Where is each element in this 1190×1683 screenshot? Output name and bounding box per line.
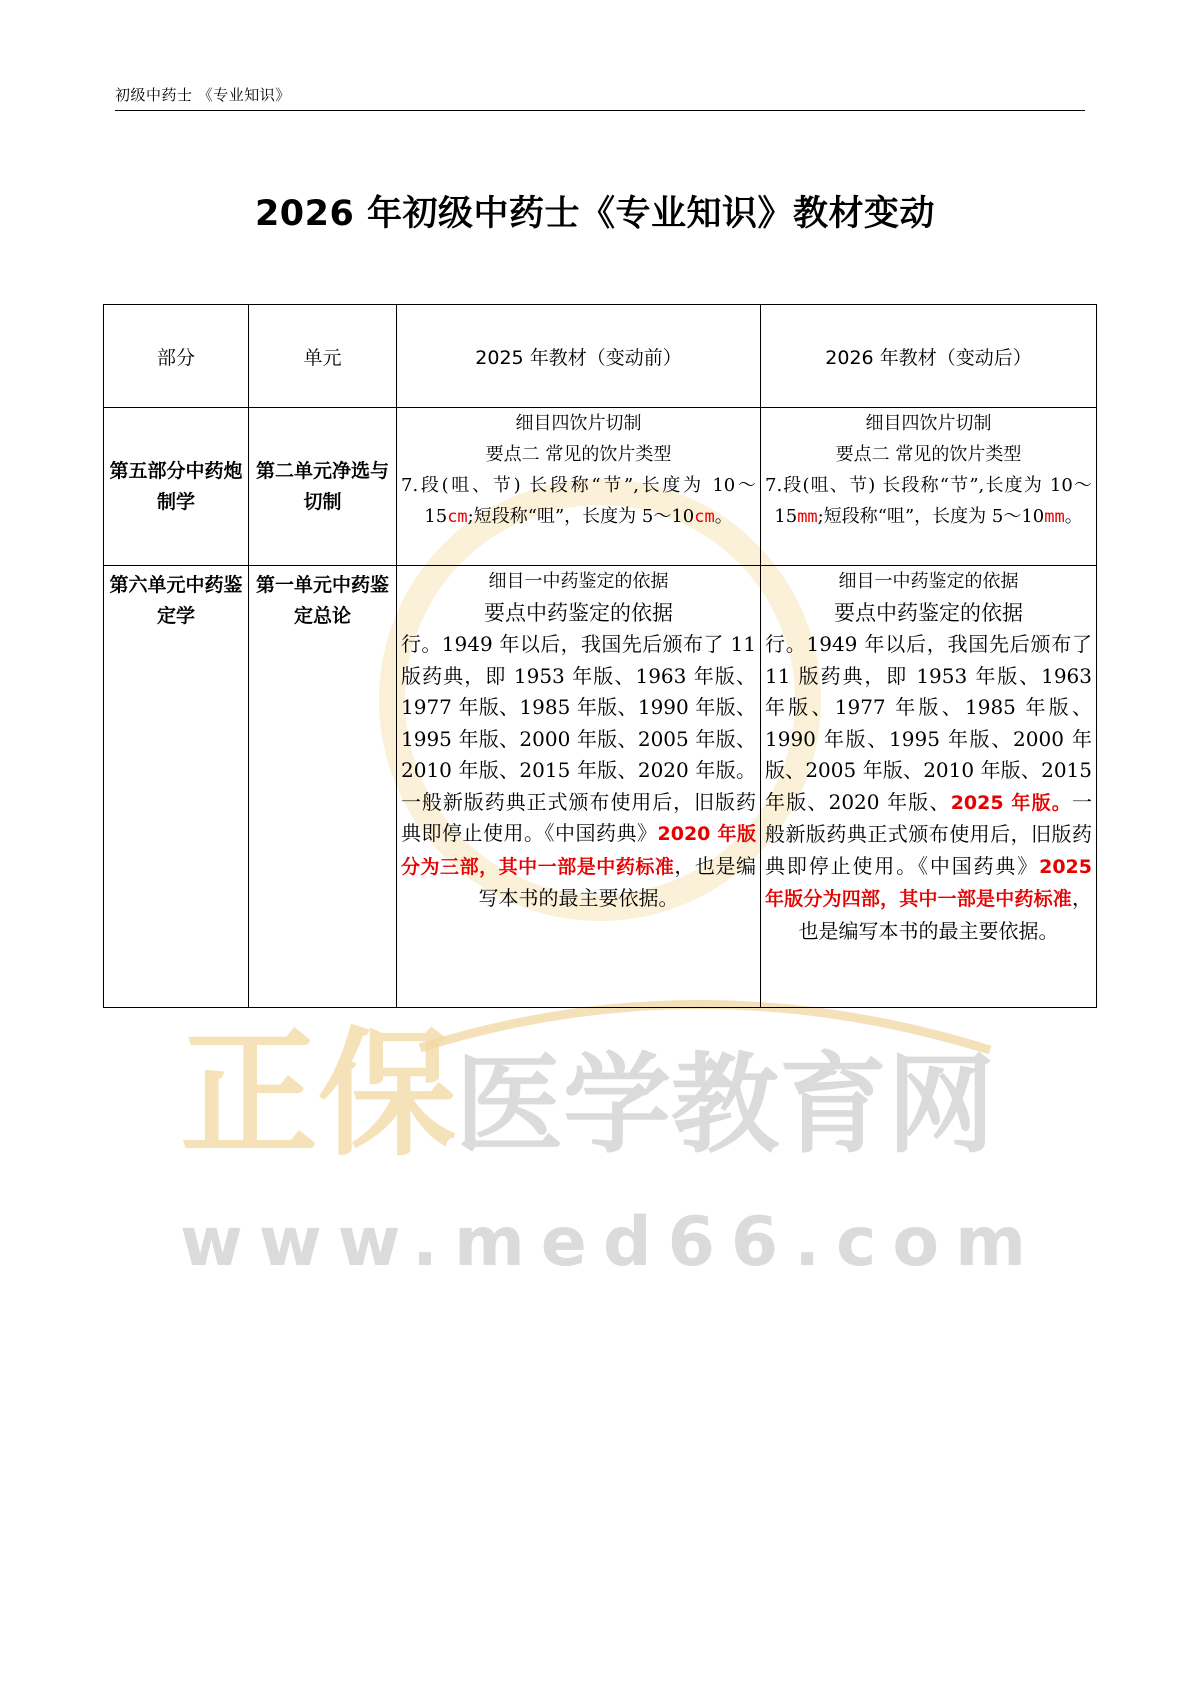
row2-old-line2: 要点中药鉴定的依据 — [484, 600, 673, 625]
changes-table — [103, 304, 1097, 1008]
row1-new-body: 7.段(咀、节) 长段称“节”,长度为 10～15mm;短段称“咀”，长度为 5～10mm。 — [765, 475, 1092, 527]
row1-new-line1: 细目四饮片切制 — [865, 413, 992, 434]
row2-new-body: 行。1949 年以后，我国先后颁布了 11 版药典，即 1953 年版、1963 年版、1977 年版、1985 年版、1990 年版、1995 年版、2000 年版、2005 年版、2010 年版、2015 年版、2020 年版、2025 年版。一般新版药典正式颁布使用后，旧版药典即停止使用。《中国药典》2025 年版分为四部，其中一部是中药标准，也是编写本书的最主要依据。 — [765, 632, 1092, 943]
row1-old-line1: 细目四饮片切制 — [515, 413, 642, 434]
row2-old-line1: 细目一中药鉴定的依据 — [488, 571, 669, 592]
row2-part: 第六单元中药鉴定学 — [104, 566, 249, 1008]
watermark-url: www.med66.com — [180, 1203, 1042, 1282]
row1-part: 第五部分中药炮制学 — [104, 408, 249, 566]
table-header-row — [104, 305, 1097, 408]
row1-new-cell — [761, 408, 1097, 566]
row2-new-cell — [761, 566, 1097, 1008]
row1-new-line2: 要点二 常见的饮片类型 — [835, 444, 1022, 465]
row2-new-line2: 要点中药鉴定的依据 — [834, 600, 1023, 625]
table-row — [104, 566, 1097, 1008]
page-title: 2026 年初级中药士《专业知识》教材变动 — [254, 194, 936, 234]
watermark-brand-gray: 医学教育网 — [455, 1043, 996, 1168]
header-rule — [115, 110, 1085, 111]
row1-old-line2: 要点二 常见的饮片类型 — [485, 444, 672, 465]
row1-old-body: 7.段(咀、节) 长段称“节”,长度为 10～15cm;短段称“咀”，长度为 5～10cm。 — [401, 475, 756, 527]
row2-unit: 第一单元中药鉴定总论 — [249, 566, 397, 1008]
row2-old-body: 行。1949 年以后，我国先后颁布了 11 版药典，即 1953 年版、1963 年版、1977 年版、1985 年版、1990 年版、1995 年版、2000 年版、2005 年版、2010 年版、2015 年版、2020 年版。一般新版药典正式颁布使用后，旧版药典即停止使用。《中国药典》2020 年版分为三部，其中一部是中药标准，也是编写本书的最主要依据。 — [401, 632, 756, 910]
row1-unit: 第二单元净选与切制 — [249, 408, 397, 566]
header-2026: 2026 年教材（变动后） — [761, 305, 1097, 408]
watermark-brand-gold: 正保 — [180, 1014, 457, 1175]
running-header: 初级中药士 《专业知识》 — [115, 86, 291, 104]
table-row — [104, 408, 1097, 566]
header-unit: 单元 — [249, 305, 397, 408]
row1-old-cell — [397, 408, 761, 566]
watermark-arc — [420, 1004, 990, 1050]
row2-old-cell — [397, 566, 761, 1008]
header-2025: 2025 年教材（变动前） — [397, 305, 761, 408]
row2-new-line1: 细目一中药鉴定的依据 — [838, 571, 1019, 592]
header-part: 部分 — [104, 305, 249, 408]
